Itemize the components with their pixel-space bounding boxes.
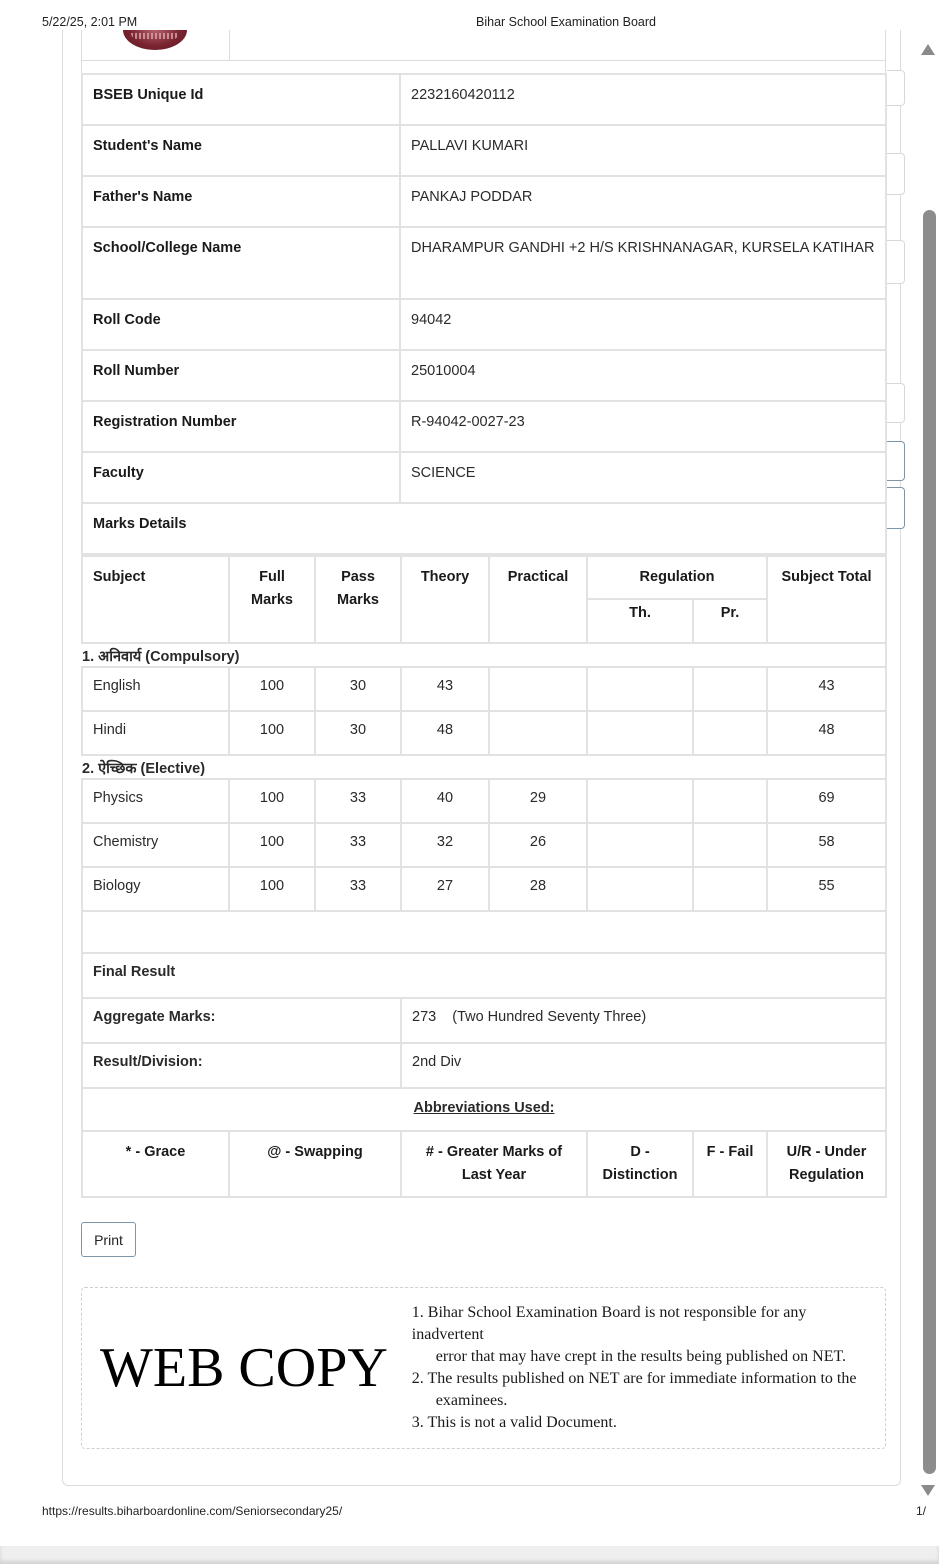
regulation-practical <box>693 779 767 823</box>
abbreviations-title-cell <box>82 1088 886 1131</box>
subject-row-english <box>82 667 886 711</box>
theory-marks: 32 <box>401 823 489 867</box>
header-subject: Subject <box>82 556 229 643</box>
subject-row-physics <box>82 779 886 823</box>
info-row-roll-code <box>82 299 886 350</box>
scroll-down-arrow-icon[interactable] <box>921 1485 935 1496</box>
side-control <box>887 153 905 195</box>
aggregate-row <box>82 998 886 1043</box>
marks-details-row <box>82 503 886 554</box>
info-label: Registration Number <box>82 401 400 452</box>
practical-marks: 26 <box>489 823 587 867</box>
full-marks: 100 <box>229 823 315 867</box>
student-name-value: PALLAVI KUMARI <box>400 125 886 176</box>
bseb-logo <box>123 30 187 50</box>
disclaimer-line: 1. Bihar School Examination Board is not responsible for any inadvertent <box>411 1304 807 1343</box>
disclaimer-watermark <box>412 1302 867 1434</box>
practical-marks <box>489 667 587 711</box>
header-practical: Practical <box>489 556 587 643</box>
print-url: https://results.biharboardonline.com/Seniorsecondary25/ <box>42 1504 343 1518</box>
faculty-value: SCIENCE <box>400 452 886 503</box>
subject-total: 48 <box>767 711 886 755</box>
subject-total: 43 <box>767 667 886 711</box>
header-full-marks: Full Marks <box>229 556 315 643</box>
info-row-faculty <box>82 452 886 503</box>
side-control <box>887 487 905 529</box>
regulation-practical <box>693 867 767 911</box>
regulation-theory <box>587 823 693 867</box>
subject-name: English <box>82 667 229 711</box>
practical-marks: 28 <box>489 867 587 911</box>
web-copy-watermark: WEB COPY <box>100 1337 388 1399</box>
disclaimer-line: error that may have crept in the results being published on NET. <box>435 1348 847 1365</box>
subject-total: 58 <box>767 823 886 867</box>
full-marks: 100 <box>229 711 315 755</box>
abbr-fail: F - Fail <box>693 1131 767 1197</box>
full-marks: 100 <box>229 779 315 823</box>
aggregate-value-cell <box>401 998 886 1043</box>
regulation-practical <box>693 711 767 755</box>
header-theory: Theory <box>401 556 489 643</box>
spacer-row <box>82 911 886 953</box>
regulation-practical <box>693 823 767 867</box>
watermark-band <box>81 1287 886 1449</box>
side-control <box>887 240 905 284</box>
info-row-school <box>82 227 886 299</box>
theory-marks: 40 <box>401 779 489 823</box>
side-control <box>887 441 905 481</box>
subject-row-hindi <box>82 711 886 755</box>
roll-number-value: 25010004 <box>400 350 886 401</box>
print-page-number: 1/ <box>916 1504 927 1518</box>
school-name-value: DHARAMPUR GANDHI +2 H/S KRISHNANAGAR, KURSELA KATIHAR <box>400 227 886 299</box>
info-row-father-name <box>82 176 886 227</box>
abbr-distinction: D - Distinction <box>587 1131 693 1197</box>
final-result-label: Final Result <box>82 953 886 998</box>
info-label: Student's Name <box>82 125 400 176</box>
side-control <box>887 383 905 423</box>
pass-marks: 33 <box>315 823 401 867</box>
abbr-swapping: @ - Swapping <box>229 1131 401 1197</box>
aggregate-label: Aggregate Marks: <box>82 998 401 1043</box>
subject-total: 69 <box>767 779 886 823</box>
father-name-value: PANKAJ PODDAR <box>400 176 886 227</box>
result-card-wrap <box>62 30 901 1486</box>
page-edge <box>0 1546 939 1564</box>
info-row-unique-id <box>82 74 886 125</box>
abbr-grace: * - Grace <box>82 1131 229 1197</box>
division-row <box>82 1043 886 1088</box>
theory-marks: 43 <box>401 667 489 711</box>
registration-number-value: R-94042-0027-23 <box>400 401 886 452</box>
print-footer <box>0 1486 939 1546</box>
full-marks: 100 <box>229 867 315 911</box>
abbreviations-title: Abbreviations Used: <box>413 1100 555 1116</box>
group-title-compulsory: 1. अनिवार्य (Compulsory) <box>82 643 886 667</box>
unique-id-value: 2232160420112 <box>400 74 886 125</box>
group-title-elective: 2. ऐच्छिक (Elective) <box>82 755 886 779</box>
spacer-row <box>81 60 886 73</box>
info-label: Faculty <box>82 452 400 503</box>
pass-marks: 30 <box>315 711 401 755</box>
side-control <box>887 70 905 106</box>
regulation-practical <box>693 667 767 711</box>
result-card <box>62 30 901 1486</box>
practical-marks: 29 <box>489 779 587 823</box>
info-row-registration <box>82 401 886 452</box>
abbr-greater-marks: # - Greater Marks of Last Year <box>401 1131 587 1197</box>
scrollbar-thumb[interactable] <box>923 210 936 1474</box>
info-row-student-name <box>82 125 886 176</box>
info-label: Father's Name <box>82 176 400 227</box>
theory-marks: 27 <box>401 867 489 911</box>
aggregate-words: (Two Hundred Seventy Three) <box>452 1009 647 1025</box>
info-label: BSEB Unique Id <box>82 74 400 125</box>
header-subject-total: Subject Total <box>767 556 886 643</box>
pass-marks: 33 <box>315 867 401 911</box>
roll-code-value: 94042 <box>400 299 886 350</box>
practical-marks <box>489 711 587 755</box>
disclaimer-line: 2. The results published on NET are for immediate information to the <box>411 1370 857 1387</box>
disclaimer-line: examinees. <box>435 1392 508 1409</box>
header-regulation-practical: Pr. <box>693 599 767 643</box>
regulation-theory <box>587 867 693 911</box>
abbreviations-row <box>82 1131 886 1197</box>
subject-name: Physics <box>82 779 229 823</box>
subject-row-chemistry <box>82 823 886 867</box>
subject-name: Biology <box>82 867 229 911</box>
disclaimer-line: 3. This is not a valid Document. <box>411 1414 617 1431</box>
header-regulation-theory: Th. <box>587 599 693 643</box>
info-label: Roll Code <box>82 299 400 350</box>
regulation-theory <box>587 667 693 711</box>
print-datetime: 5/22/25, 2:01 PM <box>42 15 138 29</box>
logo-row <box>81 30 886 60</box>
abbr-under-regulation: U/R - Under Regulation <box>767 1131 886 1197</box>
print-header <box>0 0 939 30</box>
aggregate-value: 273 <box>412 1009 437 1025</box>
header-pass-marks: Pass Marks <box>315 556 401 643</box>
division-label: Result/Division: <box>82 1043 401 1088</box>
student-info-table <box>81 73 887 555</box>
marks-table <box>81 555 887 1198</box>
regulation-theory <box>587 779 693 823</box>
print-page-title: Bihar School Examination Board <box>476 15 656 29</box>
divider <box>229 30 230 60</box>
subject-name: Chemistry <box>82 823 229 867</box>
subject-total: 55 <box>767 867 886 911</box>
full-marks: 100 <box>229 667 315 711</box>
info-label: Roll Number <box>82 350 400 401</box>
regulation-theory <box>587 711 693 755</box>
division-value: 2nd Div <box>401 1043 886 1088</box>
marks-details-title: Marks Details <box>82 503 886 554</box>
info-label: School/College Name <box>82 227 400 299</box>
theory-marks: 48 <box>401 711 489 755</box>
header-regulation: Regulation <box>587 556 767 599</box>
pass-marks: 33 <box>315 779 401 823</box>
info-row-roll-number <box>82 350 886 401</box>
scroll-up-arrow-icon[interactable] <box>921 44 935 55</box>
subject-name: Hindi <box>82 711 229 755</box>
print-button[interactable]: Print <box>81 1222 136 1257</box>
subject-row-biology <box>82 867 886 911</box>
pass-marks: 30 <box>315 667 401 711</box>
